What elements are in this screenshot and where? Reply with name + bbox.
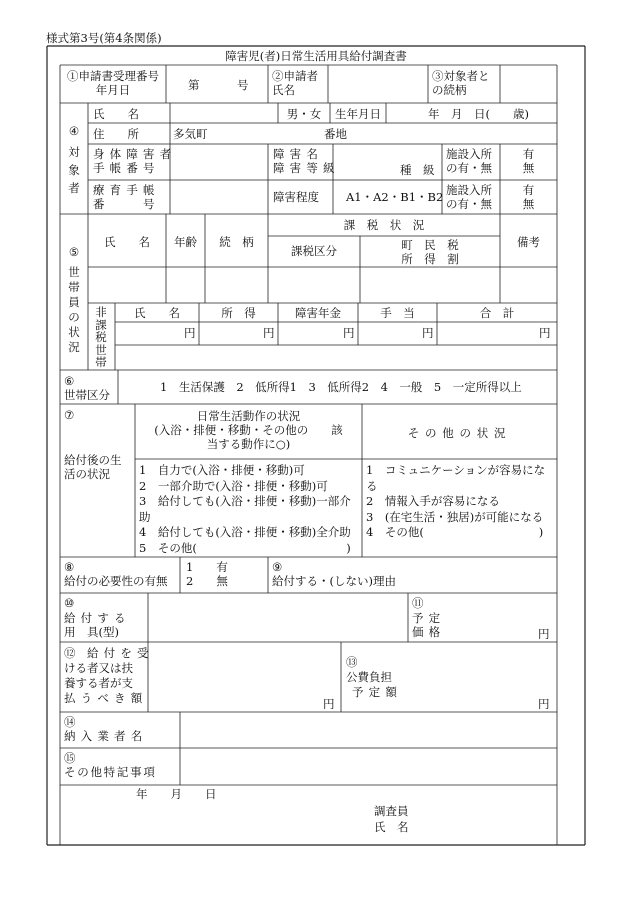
investigator-label: 調査員 氏 名: [374, 804, 409, 834]
nt-col-pension: 障害年金: [295, 306, 341, 320]
form-number: 様式第3号(第4条関係): [46, 31, 162, 45]
yen-5: 円: [539, 326, 551, 340]
dai-label: 第: [188, 78, 200, 92]
vendor-field[interactable]: [182, 713, 556, 747]
nt-col-name: 氏 名: [134, 306, 180, 320]
footer-date: 年 月 日: [136, 787, 217, 801]
public-yen: 円: [538, 697, 550, 711]
physical-handbook-label: 身体障害者 手帳番号: [93, 147, 177, 175]
col-remarks: 備考: [517, 235, 540, 249]
relation-label: ③対象者と の続柄: [432, 69, 490, 97]
nt-col-allowance: 手 当: [380, 306, 415, 320]
col-name: 氏 名: [104, 235, 150, 249]
payer-yen: 円: [323, 697, 335, 711]
status-label: 給付後の生 活の状況: [64, 453, 122, 481]
name-label: 氏 名: [93, 107, 139, 121]
col-tax: 課 税 状 況: [343, 218, 425, 232]
col-tax-class: 課税区分: [291, 244, 337, 258]
facility-label-2: 施設入所 の有・無: [446, 183, 492, 211]
necessity-label: ⑧ 給付の必要性の有無: [64, 560, 168, 588]
ryoiku-handbook-label: 療育手帳 番 号: [93, 183, 160, 211]
class-options[interactable]: 1 生活保護 2 低所得1 3 低所得2 4 一般 5 一定所得以上: [160, 380, 522, 394]
class-label: ⑥ 世帯区分: [64, 374, 110, 402]
household-section-label: 世帯員の状況: [68, 265, 80, 354]
sex-option[interactable]: 男・女: [286, 107, 322, 121]
price-label: ⑪ 予定 価格: [412, 596, 446, 639]
price-yen: 円: [538, 627, 550, 641]
daily-header: 日常生活動作の状況 (入浴・排便・移動・その他の 該 当する動作に○): [154, 409, 343, 451]
nt-col-total: 合 計: [479, 306, 515, 320]
address-label: 住 所: [93, 127, 139, 141]
facility-label-1: 施設入所 の有・無: [446, 147, 492, 175]
address-town: 多気町: [173, 127, 208, 141]
remarks-label: ⑮ その他特記事項: [64, 751, 157, 779]
dob-value: 年 月 日( 歳): [428, 107, 529, 121]
form-title: 障害児(者)日常生活用具給付調査書: [225, 49, 407, 63]
degree-options[interactable]: A1・A2・B1・B2: [346, 190, 444, 204]
yen-2: 円: [263, 326, 275, 340]
status-section-no: ⑦: [64, 408, 75, 422]
yen-1: 円: [184, 326, 196, 340]
payer-label: ⑫ 給付を受 ける者又は扶 養する者が支 払うべき額: [64, 646, 154, 705]
target-section-no: ④: [68, 124, 80, 138]
nontax-label: 非課税世帯: [95, 305, 107, 369]
target-section-label: 対象者: [68, 145, 80, 195]
item-field[interactable]: [150, 594, 406, 641]
applicant-name-field[interactable]: [330, 66, 426, 102]
yen-4: 円: [422, 326, 434, 340]
address-banchi: 番地: [324, 127, 347, 141]
degree-label: 障害程度: [273, 190, 319, 204]
grade-label: 種 級: [400, 163, 435, 177]
relation-field[interactable]: [502, 66, 556, 102]
nt-col-income: 所 得: [221, 306, 256, 320]
disability-name-label: 障害名 障害等級: [273, 147, 340, 175]
yen-3: 円: [343, 326, 355, 340]
col-tax-town: 町 民 税 所 得 割: [401, 238, 459, 266]
reason-label: ⑨ 給付する・(しない)理由: [272, 560, 396, 588]
necessity-options[interactable]: 1 有 2 無: [186, 560, 228, 588]
other-header: その他の状況: [407, 426, 512, 440]
public-label: ⑬ 公費負担 予定額: [346, 655, 403, 699]
daily-options[interactable]: 1 自力で(入浴・排便・移動)可 2 一部介助で(入浴・排便・移動)可 3 給付しても(入浴・排便・移動)一部介 助 4 給付しても(入浴・排便・移動)全介助 5 その他( ): [139, 463, 351, 555]
other-options[interactable]: 1 コミュニケーションが容易にな る 2 情報入手が容易になる 3 (在宅生活・独居)が可能になる 4 その他( ): [366, 463, 546, 539]
receipt-label: ①申請書受理番号 年月日: [67, 69, 159, 97]
dob-label: 生年月日: [335, 107, 381, 121]
applicant-label: ②申請者 氏名: [272, 69, 318, 97]
col-relation: 続 柄: [219, 235, 254, 249]
facility-yes-no-1[interactable]: 有 無: [522, 147, 535, 175]
household-section-no: ⑤: [68, 245, 80, 259]
item-label: ⑩ 給付する 用 具(型): [64, 596, 131, 639]
col-age: 年齢: [174, 235, 197, 249]
go-label: 号: [237, 78, 249, 92]
facility-yes-no-2[interactable]: 有 無: [522, 183, 535, 211]
vendor-label: ⑭ 納入業者名: [64, 715, 148, 743]
remarks-field[interactable]: [182, 749, 556, 784]
